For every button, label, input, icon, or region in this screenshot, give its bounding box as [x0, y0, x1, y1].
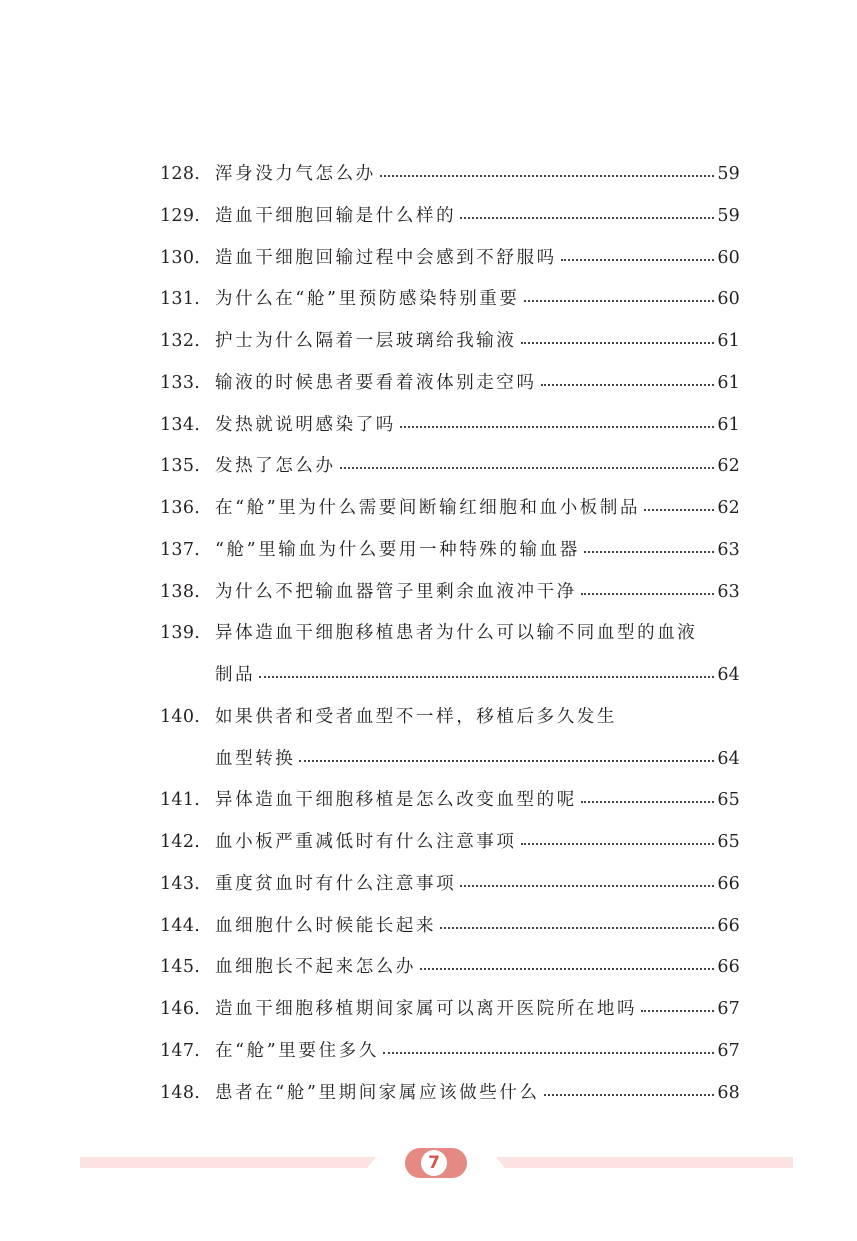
entry-title: 在“舱”里为什么需要间断输红细胞和血小板制品 — [215, 498, 641, 518]
entry-number: 138. — [160, 581, 201, 602]
entry-title-continued: 制品 — [215, 665, 256, 685]
dot-leader — [544, 1093, 715, 1096]
entry-title: 输液的时候患者要看着液体别走空吗 — [215, 372, 537, 393]
dot-leader — [259, 675, 714, 678]
entry-title: 患者在“舱”里期间家属应该做些什么 — [215, 1082, 540, 1103]
toc-entry-128[interactable] — [160, 154, 740, 196]
entry-page: 59 — [717, 164, 740, 184]
entry-title: 血细胞长不起来怎么办 — [215, 957, 416, 978]
dot-leader — [380, 174, 715, 177]
entry-title: 异体造血干细胞移植是怎么改变血型的呢 — [215, 790, 577, 811]
toc-entry-140[interactable] — [160, 697, 740, 781]
dot-leader — [340, 466, 715, 469]
table-of-contents — [160, 154, 740, 1114]
entry-page: 61 — [717, 372, 740, 393]
entry-number: 147. — [160, 1040, 201, 1061]
toc-entry-145[interactable] — [160, 947, 740, 989]
entry-number: 148. — [160, 1082, 201, 1103]
dot-leader — [299, 759, 714, 762]
entry-page: 60 — [717, 289, 740, 310]
footer-band-right — [496, 1157, 793, 1168]
dot-leader — [641, 1009, 714, 1012]
dot-leader — [644, 508, 714, 511]
entry-page: 67 — [717, 999, 740, 1019]
entry-page: 60 — [717, 247, 740, 268]
entry-number: 143. — [160, 873, 201, 894]
toc-entry-141[interactable] — [160, 780, 740, 822]
entry-page: 61 — [717, 331, 740, 351]
entry-title: 重度贫血时有什么注意事项 — [215, 873, 457, 894]
entry-page: 59 — [717, 205, 740, 226]
entry-number: 133. — [160, 372, 201, 393]
entry-number: 128. — [160, 164, 201, 184]
entry-title: 血细胞什么时候能长起来 — [215, 915, 437, 936]
toc-entry-148[interactable] — [160, 1073, 740, 1115]
dot-leader — [460, 216, 714, 219]
entry-number: 132. — [160, 331, 201, 351]
entry-title: 为什么在“舱”里预防感染特别重要 — [215, 289, 520, 310]
entry-title: 造血干细胞回输是什么样的 — [215, 205, 457, 226]
entry-number: 135. — [160, 456, 201, 477]
entry-title-continued: 血型转换 — [215, 748, 296, 769]
entry-number: 131. — [160, 289, 201, 310]
dot-leader — [521, 341, 715, 344]
entry-title: 为什么不把输血器管子里剩余血液冲干净 — [215, 581, 577, 602]
entry-page: 66 — [717, 915, 740, 936]
entry-number: 130. — [160, 247, 201, 268]
entry-page: 62 — [717, 456, 740, 477]
entry-page: 68 — [717, 1082, 740, 1103]
toc-entry-147[interactable] — [160, 1031, 740, 1073]
entry-page: 64 — [717, 665, 740, 685]
entry-page: 64 — [717, 748, 740, 769]
entry-number: 142. — [160, 832, 201, 852]
dot-leader — [581, 800, 715, 803]
dot-leader — [440, 926, 714, 929]
entry-title: 异体造血干细胞移植患者为什么可以输不同血型的血液 — [215, 623, 698, 644]
entry-title: 造血干细胞回输过程中会感到不舒服吗 — [215, 247, 557, 268]
entry-title: 如果供者和受者血型不一样，移植后多久发生 — [215, 706, 617, 727]
entry-number: 136. — [160, 498, 201, 518]
entry-title: 发热了怎么办 — [215, 456, 336, 477]
footer-band-left — [80, 1157, 376, 1168]
entry-page: 65 — [717, 790, 740, 811]
page-footer — [0, 1148, 857, 1182]
entry-number: 144. — [160, 915, 201, 936]
entry-number: 134. — [160, 414, 201, 435]
toc-entry-132[interactable] — [160, 321, 740, 363]
entry-number: 137. — [160, 539, 201, 560]
toc-entry-129[interactable] — [160, 196, 740, 238]
dot-leader — [524, 299, 715, 302]
entry-number: 129. — [160, 205, 201, 226]
dot-leader — [541, 383, 715, 386]
toc-entry-134[interactable] — [160, 405, 740, 447]
dot-leader — [460, 884, 714, 887]
dot-leader — [400, 425, 714, 428]
entry-page: 62 — [717, 498, 740, 518]
entry-number: 139. — [160, 623, 201, 644]
dot-leader — [581, 592, 715, 595]
entry-title: 护士为什么隔着一层玻璃给我输液 — [215, 331, 517, 351]
toc-entry-139[interactable] — [160, 613, 740, 697]
entry-number: 145. — [160, 957, 201, 978]
entry-page: 61 — [717, 414, 740, 435]
toc-entry-136[interactable] — [160, 488, 740, 530]
entry-number: 141. — [160, 790, 201, 811]
dot-leader — [420, 967, 714, 970]
entry-page: 63 — [717, 539, 740, 560]
entry-title: 在“舱”里要住多久 — [215, 1040, 379, 1061]
toc-entry-131[interactable] — [160, 279, 740, 321]
entry-title: 造血干细胞移植期间家属可以离开医院所在地吗 — [215, 999, 638, 1019]
entry-page: 66 — [717, 873, 740, 894]
toc-entry-144[interactable] — [160, 906, 740, 948]
entry-page: 67 — [717, 1040, 740, 1061]
entry-page: 65 — [717, 832, 740, 852]
toc-entry-135[interactable] — [160, 446, 740, 488]
entry-number: 146. — [160, 999, 201, 1019]
dot-leader — [561, 258, 715, 261]
dot-leader — [584, 550, 715, 553]
entry-title: “舱”里输血为什么要用一种特殊的输血器 — [215, 539, 580, 560]
page-number: 7 — [421, 1150, 447, 1176]
dot-leader — [383, 1051, 715, 1054]
toc-entry-133[interactable] — [160, 363, 740, 405]
toc-entry-142[interactable] — [160, 822, 740, 864]
entry-number: 140. — [160, 706, 201, 727]
entry-title: 血小板严重减低时有什么注意事项 — [215, 832, 517, 852]
toc-entry-146[interactable] — [160, 989, 740, 1031]
dot-leader — [521, 842, 715, 845]
toc-entry-143[interactable] — [160, 864, 740, 906]
entry-title: 发热就说明感染了吗 — [215, 414, 396, 435]
entry-title: 浑身没力气怎么办 — [215, 164, 376, 184]
entry-page: 66 — [717, 957, 740, 978]
entry-page: 63 — [717, 581, 740, 602]
toc-entry-130[interactable] — [160, 238, 740, 280]
toc-entry-137[interactable] — [160, 530, 740, 572]
toc-entry-138[interactable] — [160, 572, 740, 614]
